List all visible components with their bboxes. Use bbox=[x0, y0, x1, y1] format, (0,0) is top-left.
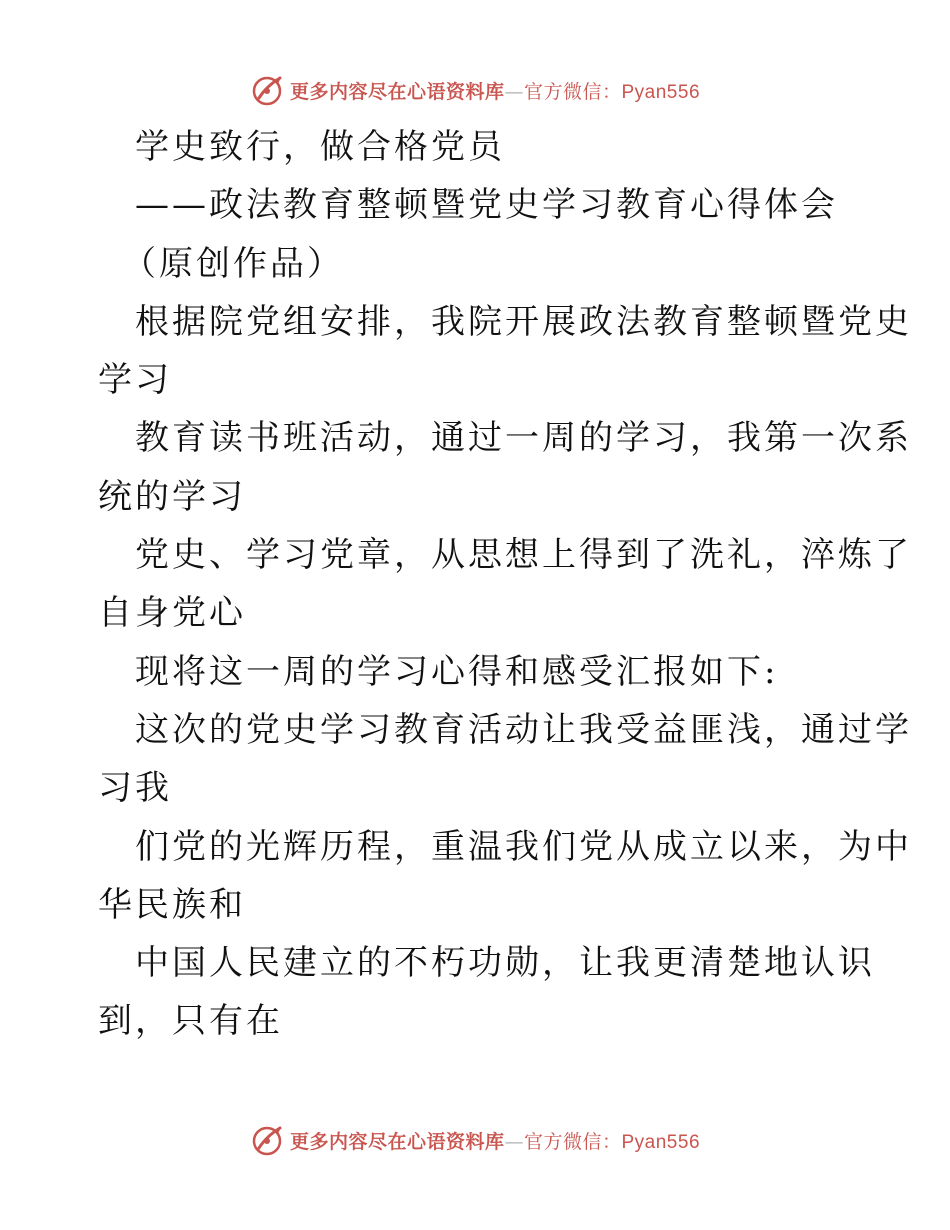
doc-line: 统的学习 bbox=[98, 476, 246, 517]
doc-line: 中国人民建立的不朽功勋，让我更清楚地认识 bbox=[135, 943, 875, 984]
banner-wechat-id: Pyan556 bbox=[621, 81, 701, 103]
banner-dash: — bbox=[504, 1130, 524, 1153]
banner-official: 官方微信： bbox=[523, 80, 622, 103]
doc-note: （原创作品） bbox=[122, 243, 344, 284]
doc-subtitle: ——政法教育整顿暨党史学习教育心得体会 bbox=[135, 185, 838, 226]
header-banner bbox=[0, 70, 950, 110]
banner-wechat-id: Pyan556 bbox=[621, 1131, 701, 1153]
footer-banner bbox=[0, 1120, 950, 1160]
doc-line: 华民族和 bbox=[98, 884, 246, 925]
banner-brand: 更多内容尽在心语资料库 bbox=[289, 1130, 505, 1153]
banner-official: 官方微信： bbox=[523, 1130, 622, 1153]
doc-line: 现将这一周的学习心得和感受汇报如下: bbox=[135, 651, 779, 692]
doc-line: 党史、学习党章，从思想上得到了洗礼，淬炼了 bbox=[135, 535, 912, 576]
document-body bbox=[98, 118, 912, 1051]
doc-line: 教育读书班活动，通过一周的学习，我第一次系 bbox=[135, 418, 912, 459]
doc-title: 学史致行，做合格党员 bbox=[135, 127, 505, 167]
banner-dash: — bbox=[504, 80, 524, 103]
doc-line: 自身党心 bbox=[98, 593, 246, 634]
doc-line: 根据院党组安排，我院开展政法教育整顿暨党史 bbox=[135, 301, 912, 342]
doc-line: 到，只有在 bbox=[98, 1001, 283, 1042]
banner-text bbox=[290, 77, 700, 104]
doc-line: 这次的党史学习教育活动让我受益匪浅，通过学 bbox=[135, 709, 912, 750]
brand-logo-icon bbox=[250, 1122, 286, 1158]
doc-line: 学习 bbox=[98, 360, 172, 401]
banner-brand: 更多内容尽在心语资料库 bbox=[289, 80, 505, 103]
doc-line: 习我 bbox=[98, 768, 172, 809]
brand-logo-icon bbox=[250, 72, 286, 108]
banner-text bbox=[290, 1127, 700, 1154]
doc-line: 们党的光辉历程，重温我们党从成立以来，为中 bbox=[135, 826, 912, 867]
